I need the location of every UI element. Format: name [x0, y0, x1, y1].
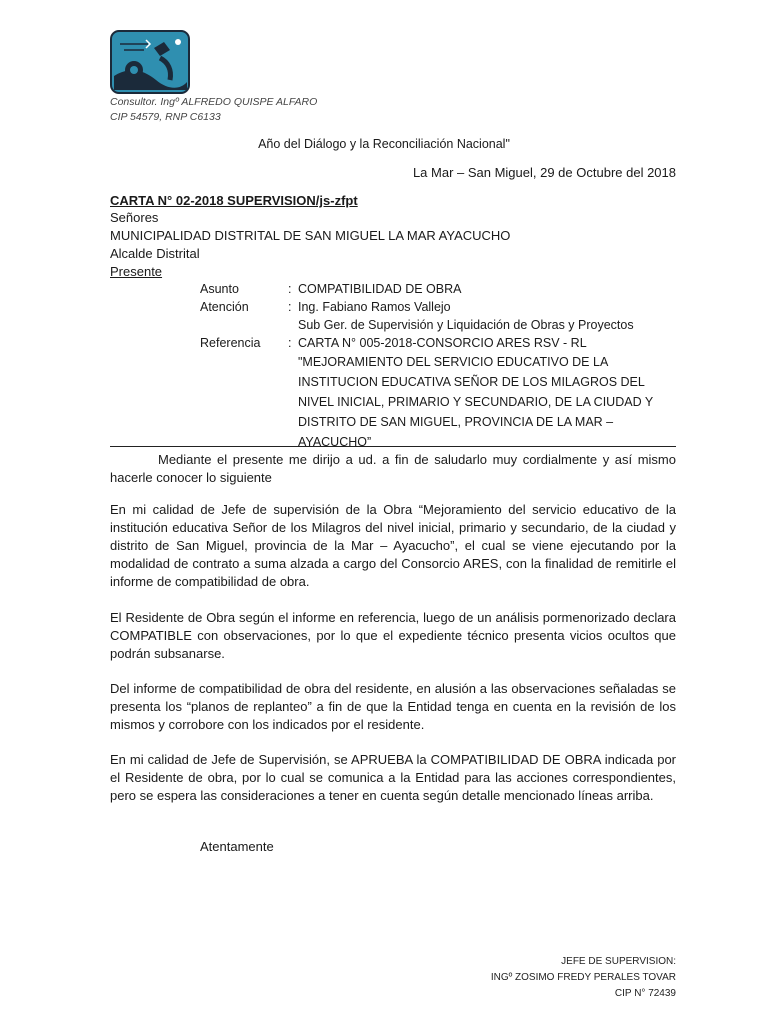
referencia-label: Referencia — [200, 336, 261, 350]
referencia-line: DISTRITO DE SAN MIGUEL, PROVINCIA DE LA MAR – — [298, 415, 614, 429]
signature-block — [491, 954, 676, 1002]
colon: : — [288, 282, 292, 296]
paragraph-approval: En mi calidad de Jefe de Supervisión, se APRUEBA la COMPATIBILIDAD DE OBRA indicada por el Residente de obra, por lo cual se comunica a la Entidad para las acciones correspondientes, pero se espera las consideraciones a tener en cuenta según detalle mencionado líneas arriba. — [110, 752, 676, 803]
referencia-line: INSTITUCION EDUCATIVA SEÑOR DE LOS MILAGROS DEL — [298, 375, 645, 389]
referencia-line: AYACUCHO” — [298, 435, 372, 449]
atencion-department: Sub Ger. de Supervisión y Liquidación de Obras y Proyectos — [298, 318, 634, 332]
signature-cip: CIP N° 72439 — [614, 988, 676, 999]
paragraph-intro: Mediante el presente me dirijo a ud. a fin de saludarlo muy cordialmente y así mismo hacerle conocer lo siguiente — [110, 452, 676, 485]
consultant-logo — [110, 30, 190, 94]
place-date: La Mar – San Miguel, 29 de Octubre del 2018 — [412, 165, 676, 180]
asunto-row — [200, 280, 676, 298]
letter-meta — [200, 280, 676, 452]
referencia-description — [200, 352, 676, 452]
consultant-name: Consultor. Ingº ALFREDO QUISPE ALFARO — [110, 96, 318, 108]
divider-line — [110, 446, 676, 447]
signature-role: JEFE DE SUPERVISION: — [561, 956, 676, 967]
salutation: Señores — [110, 210, 159, 225]
asunto-label: Asunto — [200, 282, 239, 296]
asunto-value: COMPATIBILIDAD DE OBRA — [298, 282, 462, 296]
colon: : — [288, 336, 292, 350]
referencia-value: CARTA N° 005-2018-CONSORCIO ARES RSV - RL — [298, 336, 587, 350]
atencion-row — [200, 298, 676, 316]
paragraph-context: En mi calidad de Jefe de supervisión de la Obra “Mejoramiento del servicio educativo de la institución educativa Señor de los Milagros del nivel inicial, primario y secundario, de la ciudad y distrito de San Miguel, provincia de la Mar – Ayacucho”, el cual se viene ejecutando por la modalidad de contrato a suma alzada a cargo del Consorcio ARES, con la finalidad de remitirle el informe de compatibilidad de obra. — [110, 502, 676, 589]
consultant-info — [110, 95, 317, 125]
presente-label: Presente — [110, 264, 163, 279]
atencion-value: Ing. Fabiano Ramos Vallejo — [298, 300, 451, 314]
consultant-registration: CIP 54579, RNP C6133 — [110, 111, 221, 123]
signature-name: INGº ZOSIMO FREDY PERALES TOVAR — [490, 972, 676, 983]
colon: : — [288, 300, 292, 314]
closing-text: Atentamente — [200, 839, 274, 854]
referencia-line: NIVEL INICIAL, PRIMARIO Y SECUNDARIO, DE LA CIUDAD Y — [298, 395, 654, 409]
atencion-label: Atención — [200, 300, 249, 314]
letter-reference: CARTA N° 02-2018 SUPERVISION/js-zfpt — [110, 193, 358, 208]
year-title: Año del Diálogo y la Reconciliación Nacional" — [258, 137, 510, 151]
paragraph-observations: Del informe de compatibilidad de obra del residente, en alusión a las observaciones señaladas se presenta los “planos de replanteo” a fin de que la Entidad tenga en cuenta en la revisión de los mismos y corrobore con los indicados por el residente. — [110, 681, 676, 732]
referencia-line: "MEJORAMIENTO DEL SERVICIO EDUCATIVO DE LA — [298, 355, 609, 369]
recipient-block — [110, 209, 676, 281]
recipient-position: Alcalde Distrital — [110, 246, 200, 261]
paragraph-resident-report: El Residente de Obra según el informe en referencia, luego de un análisis pormenorizado declara COMPATIBLE con observaciones, por lo que el expediente técnico presenta vicios ocultos que podrán subsanarse. — [110, 610, 676, 661]
recipient-entity: MUNICIPALIDAD DISTRITAL DE SAN MIGUEL LA MAR AYACUCHO — [110, 228, 511, 243]
referencia-row — [200, 334, 676, 352]
